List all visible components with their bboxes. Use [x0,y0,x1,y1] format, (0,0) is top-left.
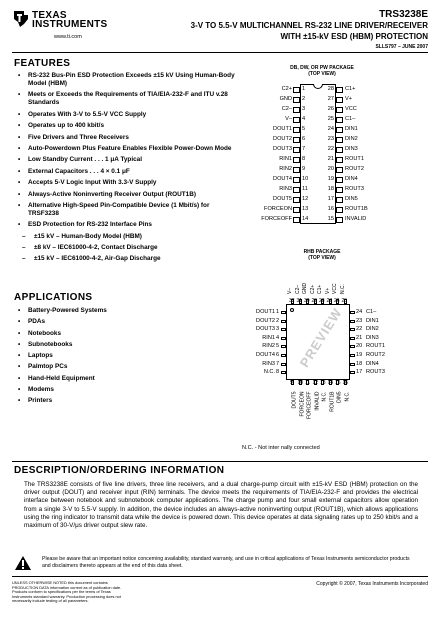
pin-name-right: DIN1 [345,126,358,132]
pin-lead-left [293,197,300,203]
pin-number-left: 9 [302,166,306,172]
list-item: • Battery-Powered Systems [28,307,228,315]
pin-name-left: DOUT4 [273,176,292,182]
pin-lead-right [336,97,343,103]
pin-name-right: ROUT1B [345,206,368,212]
package1-notch [313,84,323,89]
pin-lead-right [350,320,355,323]
list-item: • Notebooks [28,330,228,338]
pin-name-bottom: FORCEOFF [306,391,313,419]
pin-lead-left [293,117,300,123]
pin-number-right: 24 [356,309,363,315]
pin-number-left: 4 [276,334,280,341]
pin-lead-left [293,137,300,143]
pin-number-right: 21 [356,334,363,341]
pin-number-right: 16 [327,206,334,212]
pin-name-left: DOUT1 [256,309,275,315]
pin-name-right: DIN4 [366,360,379,367]
pin-lead-left [281,320,286,323]
applications-list [28,307,228,409]
pin-number-bottom: 15 [335,380,341,386]
pin-name-top: C2– [294,284,301,294]
package2-note: N.C. - Not inter nally connected [242,445,320,451]
pin-number-bottom: 9 [290,380,293,386]
list-item: • Printers [28,397,228,405]
pin-number-left: 7 [302,146,306,152]
pin-lead-right [336,197,343,203]
pin-number-left: 13 [302,206,309,212]
list-item: – ±15 kV – Human-Body Model (HBM) [34,233,238,241]
pin-number-top: 31 [296,298,303,304]
pin-lead-left [293,97,300,103]
pin-lead-top [291,299,294,304]
pin-number-left: 4 [302,116,306,122]
list-item: • RS-232 Bus-Pin ESD Protection Exceeds ±15 kV Using Human-Body Model (HBM) [28,72,238,88]
pin-name-right: C1– [366,309,377,315]
list-item: • Subnotebooks [28,341,228,349]
pin-lead-top [336,299,339,304]
pin-number-left: 12 [302,196,309,202]
pin-number-left: 2 [276,317,280,324]
pin-name-bottom: DIN5 [336,391,343,403]
pin-name-right: ROUT2 [366,352,385,358]
pin-lead-right [350,345,355,348]
pin-lead-top [321,299,324,304]
pin-name-top: V– [287,287,293,294]
pin-lead-right [350,371,355,374]
pin-lead-right [336,107,343,113]
pin-number-left: 3 [276,326,280,333]
pin-name-right: DIN2 [366,326,379,333]
pin-lead-right [350,311,355,314]
package1-caption [262,65,382,77]
package2-caption [262,249,382,261]
pin-name-bottom: ROUT1B [329,391,335,412]
pin-lead-left [293,147,300,153]
ti-url[interactable]: www.ti.com [54,34,82,40]
ti-state-icon [12,10,30,28]
pin-number-left: 1 [302,86,306,92]
list-item: • ESD Protection for RS-232 Interface Pins [28,221,238,229]
pin-number-left: 2 [302,96,306,102]
pin-lead-left [293,107,300,113]
list-item: • Auto-Powerdown Plus Feature Enables Flexible Power-Down Mode [28,145,238,153]
pin-name-right: DIN5 [345,196,358,202]
features-list [28,72,238,267]
pin-name-right: INVALID [345,216,367,222]
pin-number-left: 1 [276,309,280,315]
pin-number-left: 6 [276,352,280,358]
pin-name-right: ROUT1 [366,343,385,350]
package2-caption-line1: RHB PACKAGE [303,249,341,255]
pin-number-right: 27 [327,96,334,102]
list-item: • Five Drivers and Three Receivers [28,134,238,142]
pin-name-left: DOUT4 [256,352,275,358]
pin-number-left: 6 [302,136,306,142]
list-item: • Hand-Held Equipment [28,375,228,383]
pin-lead-left [293,167,300,173]
pin-lead-left [293,177,300,183]
pin-number-top: 25 [341,298,348,304]
pin-name-right: DIN2 [345,136,358,142]
pin-lead-left [281,337,286,340]
pin-number-left: 5 [302,126,306,132]
pin-lead-right [336,137,343,143]
pin-name-top: GND [302,282,308,294]
pin-number-right: 21 [327,156,334,162]
pin-name-right: VCC [345,106,357,112]
pin-number-left: 11 [302,186,308,192]
package2-caption-line2: (TOP VIEW) [308,255,336,261]
pin-lead-left [281,345,286,348]
pin-name-top: VCC [332,283,338,294]
pin-name-left: RIN2 [279,166,292,172]
pin-lead-right [350,328,355,331]
header-rule [12,52,428,53]
pin-name-left: V– [285,116,292,122]
warning-icon [14,555,32,576]
features-title: FEATURES [14,58,71,69]
pin-name-bottom: INVALID [314,391,320,411]
pin-lead-right [336,147,343,153]
pin-lead-left [293,87,300,93]
pin-number-left: 10 [302,176,309,182]
list-item: • Modems [28,386,228,394]
pin-name-right: V+ [345,96,352,102]
package2-pin1-dot [290,308,294,312]
package2-chip-body [286,304,350,380]
pin-lead-left [281,354,286,357]
pin-name-right: ROUT3 [366,369,385,376]
pin-lead-right [350,354,355,357]
list-item: • PDAs [28,318,228,326]
pin-number-right: 20 [356,343,363,350]
pin-name-right: DIN4 [345,176,358,182]
pin-number-left: 8 [302,156,306,162]
pin-name-right: ROUT2 [345,166,364,172]
pin-name-left: DOUT2 [256,317,275,324]
list-item: • Low Standby Current . . . 1 μA Typical [28,156,238,164]
pin-number-left: 14 [302,216,309,222]
pin-name-left: RIN3 [279,186,292,192]
pin-number-top: 32 [289,298,295,304]
doc-title-line2: WITH ±15-kV ESD (HBM) PROTECTION [280,32,428,41]
pin-name-right: C1– [345,116,356,122]
pin-number-right: 19 [356,352,363,358]
pin-name-left: FORCEOFF [261,216,292,222]
logo-texas: TEXAS [32,10,67,21]
pin-number-bottom: 12 [312,380,319,386]
pin-lead-right [336,177,343,183]
pin-name-left: RIN3 [262,360,275,367]
part-number: TRS3238E [379,9,428,20]
pin-name-right: ROUT3 [345,186,364,192]
list-item: • External Capacitors . . . 4 × 0.1 μF [28,168,238,176]
list-item: • Laptops [28,352,228,360]
pin-name-top: C2+ [309,284,316,294]
list-item: • Meets or Exceeds the Requirements of TIA/EIA-232-F and ITU v.28 Standards [28,91,238,107]
list-item: • Always-Active Noninverting Receiver Output (ROUT1B) [28,191,238,199]
pin-name-right: DIN1 [366,317,379,324]
doc-title-line1: 3-V TO 5.5-V MULTICHANNEL RS-232 LINE DRIVER/RECEIVER [190,21,428,30]
pin-number-left: 3 [302,106,306,112]
footer-rule [12,576,428,577]
pin-number-right: 20 [327,166,334,172]
pin-number-right: 17 [327,196,334,202]
pin-number-right: 23 [327,136,334,142]
pin-lead-right [336,157,343,163]
pin-number-top: 28 [319,298,325,304]
pin-name-left: GND [279,96,292,102]
pin-name-right: C1+ [345,86,356,92]
pin-lead-right [336,207,343,213]
pin-name-right: DIN3 [366,334,379,341]
pin-name-left: DOUT2 [273,136,292,142]
pin-name-left: DOUT1 [273,126,292,132]
pin-number-right: 23 [356,317,363,324]
pin-number-bottom: 16 [342,380,349,386]
pin-lead-left [281,363,286,366]
pin-name-right: DIN3 [345,146,358,152]
pin-number-bottom: 10 [297,380,304,386]
pin-number-right: 19 [327,176,334,182]
pin-name-left: RIN1 [262,334,275,341]
list-item: • Palmtop PCs [28,363,228,371]
pin-lead-left [293,187,300,193]
pin-lead-right [336,87,343,93]
pin-name-left: N.C. [263,369,275,376]
pin-number-right: 28 [327,86,334,92]
pin-lead-right [336,167,343,173]
pin-lead-right [350,337,355,340]
pin-number-left: 5 [276,343,280,350]
pin-number-right: 25 [327,116,334,122]
pin-name-left: C2+ [281,86,292,92]
pin-number-bottom: 14 [327,380,334,386]
pin-number-top: 26 [334,298,340,304]
pin-number-top: 29 [311,298,318,304]
pin-lead-right [336,117,343,123]
description-rule [12,461,428,462]
pin-lead-left [281,328,286,331]
pin-number-left: 8 [276,369,280,376]
pin-number-right: 24 [327,126,334,132]
doc-id: SLLS797 – JUNE 2007 [375,44,428,50]
logo-instruments: INSTRUMENTS [32,19,108,30]
description-title: DESCRIPTION/ORDERING INFORMATION [14,465,225,476]
notice-text: Please be aware that an important notice concerning availability, standard warranty, and use in critical applications of Texas Instruments semiconductor products and disclaimers thereto appears at the end of this data sheet. [42,556,410,569]
pin-name-right: ROUT1 [345,156,364,162]
pin-name-left: FORCEON [264,206,292,212]
list-item: • Operates up to 400 kbit/s [28,122,238,130]
pin-name-left: RIN1 [279,156,292,162]
package1-caption-line2: (TOP VIEW) [308,71,336,77]
pin-lead-left [293,127,300,133]
production-data-notice: UNLESS OTHERWISE NOTED this document contains PRODUCTION DATA information current as of publication date. Products conform to specifications per the terms of Texas Instruments standard warranty. Production processing does not necessarily include testing of all parameters. [12,580,122,603]
pin-name-left: C2– [281,106,292,112]
pin-name-left: DOUT3 [256,326,275,333]
list-item: – ±8 kV – IEC61000-4-2, Contact Discharge [34,244,238,252]
description-body: The TRS3238E consists of five line drivers, three line receivers, and a dual charge-pump circuit with ±15-kV ESD (HBM) protection on the driver output (DOUT) and receiver input (RIN) terminals. The device meets the requirements of TIA/EIA-232-F and provides the electrical interface between notebook and subnotebook computer applications. The charge pump and four small external capacitors allow operation from a single 3-V to 5.5-V supply. In addition, the device includes an always-active noninverting output (ROUT1B), which allows applications using the ring indicator to transmit data while the device is powered down. This device operates at data signaling rates up to 250 kbit/s and a maximum of 30-V/μs driver output slew rate. [24,481,418,530]
pin-name-left: RIN2 [262,343,275,350]
ti-logo [12,10,112,46]
pin-name-bottom: DOUT5 [291,391,298,409]
pin-lead-left [293,217,300,223]
pin-number-top: 30 [304,298,310,304]
pin-number-right: 18 [356,360,363,367]
pin-lead-left [281,371,286,374]
pin-lead-left [293,207,300,213]
pin-number-right: 18 [327,186,334,192]
applications-title: APPLICATIONS [14,292,93,303]
pin-name-left: DOUT3 [273,146,292,152]
pin-name-bottom: N.C. [321,391,328,402]
pin-number-bottom: 11 [305,380,311,386]
pin-name-left: DOUT5 [273,196,292,202]
list-item: – ±15 kV – IEC61000-4-2, Air-Gap Discharge [34,255,238,263]
pin-lead-right [336,217,343,223]
list-item: • Accepts 5-V Logic Input With 3.3-V Supply [28,179,238,187]
pin-name-top: V+ [324,287,331,294]
package1-chip-body [300,84,336,224]
pin-number-right: 22 [356,326,363,333]
list-item: • Alternative High-Speed Pin-Compatible Device (1 Mbit/s) for TRSF3238 [28,202,238,218]
pin-lead-left [293,157,300,163]
package1-caption-line1: DB, DW, OR PW PACKAGE [290,65,354,71]
pin-lead-right [336,187,343,193]
pin-name-bottom: FORCEON [299,391,305,417]
pin-lead-top [306,299,309,304]
pin-name-top: N.C. [339,284,346,294]
list-item: • Operates With 3-V to 5.5-V VCC Supply [28,111,238,119]
pin-lead-right [350,363,355,366]
pin-number-right: 26 [327,106,334,112]
pin-number-left: 7 [276,360,280,367]
pin-number-top: 27 [326,298,333,304]
pin-lead-left [281,311,286,314]
pin-name-top: C1+ [317,284,323,294]
pin-name-bottom: N.C. [344,391,350,402]
pin-number-right: 17 [356,369,363,376]
copyright: Copyright © 2007, Texas Instruments Incorporated [316,581,428,587]
preview-watermark: PREVIEW [296,305,345,370]
pin-number-right: 15 [327,216,334,222]
pin-number-bottom: 13 [320,380,326,386]
pin-number-right: 22 [327,146,334,152]
pin-lead-right [336,127,343,133]
